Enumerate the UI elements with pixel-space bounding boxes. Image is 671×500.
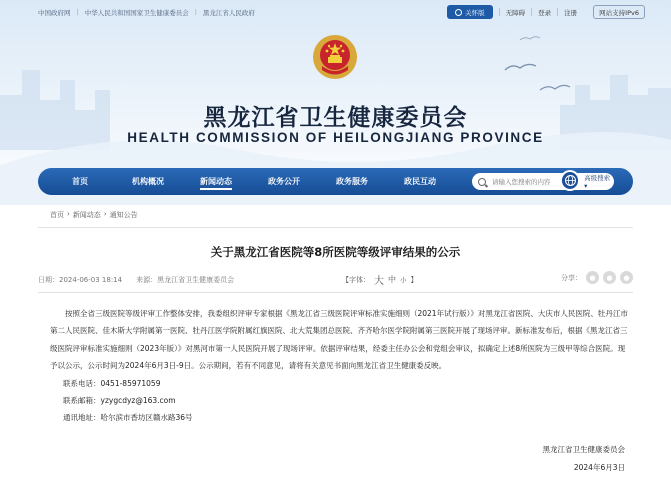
divider: [38, 292, 633, 293]
signature-org: 黑龙江省卫生健康委员会: [542, 445, 625, 454]
advanced-search-button[interactable]: [558, 173, 614, 190]
top-utility-bar: [0, 0, 671, 24]
nav-item-services[interactable]: 政务服务: [336, 177, 368, 186]
breadcrumb-notices[interactable]: 通知公告: [109, 211, 138, 219]
globe-glyph-icon: [564, 174, 577, 187]
search-icon[interactable]: [478, 178, 486, 186]
article-date: 日期：2024-06-03 18:14: [38, 276, 123, 284]
article-paragraph: 按照全省三级医院等级评审工作整体安排，我委组织评审专家根据《黑龙江省三级医院评审标准实施细则（2021年试行版）》对黑龙江省医院、大庆市人民医院、牡丹江市第二人民医院、佳木斯大学附属第一医院、牡丹江医学院附属红旗医院、北大荒集团总医院、齐齐哈尔医学院附属第三医院开展了现场评审。新标准发布后，根据《黑龙江省三级医院评审标准实施细则（2023年版）》对黑河市第一人民医院开展了现场评审。依据评审结果，经委主任办公会和党组会审议，拟确定上述8所医院为三级甲等综合医院。现予以公示，公示时间为2024年6月3日-9日。公示期间，若有不同意见，请将有关意见书面向黑龙江省卫生健康委反映。: [50, 309, 628, 371]
search-input[interactable]: [492, 178, 562, 186]
link-nhc[interactable]: 中华人民共和国国家卫生健康委员会: [84, 8, 189, 17]
national-emblem-icon: [312, 34, 358, 80]
nav-item-home[interactable]: 首页: [72, 177, 88, 186]
article-body: [50, 305, 630, 427]
login-link[interactable]: 登录: [538, 8, 552, 17]
article-title: 关于黑龙江省医院等8所医院等级评审结果的公示: [210, 245, 461, 259]
accessibility-link[interactable]: 无障碍: [505, 8, 526, 17]
nav-item-interaction[interactable]: 政民互动: [404, 177, 436, 186]
nav-item-about[interactable]: 机构概况: [132, 177, 164, 186]
globe-icon: [560, 170, 580, 191]
share-bar: [561, 271, 633, 284]
divider: |: [194, 8, 197, 16]
article-meta: [38, 275, 248, 285]
main-nav: [38, 168, 633, 195]
care-icon: [455, 9, 462, 16]
divider: [531, 8, 532, 16]
contact-phone: 联系电话：0451-85971059: [63, 378, 161, 388]
care-mode-label: 关怀版: [465, 8, 485, 17]
font-size-switcher: [342, 272, 418, 287]
font-size-bracket: 】: [410, 275, 418, 284]
font-size-medium[interactable]: 中: [388, 275, 396, 284]
breadcrumb-news[interactable]: 新闻动态: [72, 211, 101, 219]
font-size-small[interactable]: 小: [400, 276, 407, 284]
care-mode-button[interactable]: [447, 5, 493, 19]
breadcrumb-separator: ›: [67, 210, 70, 218]
advanced-search-label: 高级搜索 ▾: [584, 174, 611, 190]
divider: |: [76, 8, 79, 16]
search-box: [472, 173, 614, 190]
article-source: 来源：黑龙江省卫生健康委员会: [136, 276, 235, 284]
nav-item-public-affairs[interactable]: 政务公开: [268, 177, 300, 186]
register-link[interactable]: 注册: [564, 8, 578, 17]
divider: [499, 8, 500, 16]
font-size-large[interactable]: 大: [374, 276, 384, 287]
site-title-cn: 黑龙江省卫生健康委员会: [203, 104, 468, 131]
divider: [557, 8, 558, 16]
font-size-label: 【字体：: [342, 275, 370, 284]
qq-share-icon[interactable]: ●: [620, 271, 633, 284]
divider: [38, 227, 633, 228]
contact-address: 通讯地址：哈尔滨市香坊区赣水路36号: [63, 413, 193, 423]
top-right-tools: [447, 5, 645, 19]
weibo-share-icon[interactable]: ●: [603, 271, 616, 284]
contact-email: 联系邮箱：yzygcdyz@163.com: [63, 396, 176, 406]
breadcrumb-home[interactable]: 首页: [50, 211, 64, 219]
share-label: 分享：: [561, 273, 582, 282]
nav-item-news[interactable]: 新闻动态: [182, 168, 250, 195]
breadcrumb: [50, 210, 138, 220]
link-hlj-gov[interactable]: 黑龙江省人民政府: [202, 8, 255, 17]
signature-date: 2024年6月3日: [573, 463, 625, 472]
ipv6-badge: 网站支持IPv6: [593, 5, 645, 19]
wechat-share-icon[interactable]: ●: [586, 271, 599, 284]
site-title-en: HEALTH COMMISSION OF HEILONGJIANG PROVINCE: [127, 130, 544, 145]
breadcrumb-separator: ›: [103, 210, 107, 218]
link-gov-cn[interactable]: 中国政府网: [38, 8, 71, 17]
